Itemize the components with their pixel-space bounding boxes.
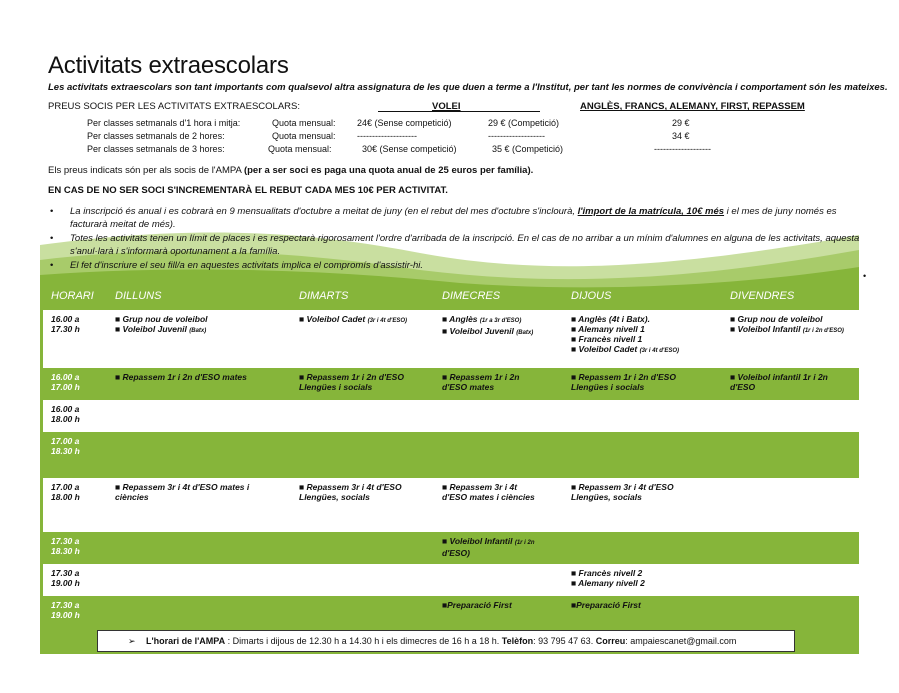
row-left-border — [40, 310, 43, 368]
price-languages: 34 € — [672, 131, 690, 141]
ampa-hours-label: L'horari de l'AMPA — [146, 636, 226, 646]
price-row-label: Per classes setmanals de 2 hores: — [87, 131, 225, 141]
activity-cell-dimecres — [442, 482, 535, 502]
activity-line: ■ Voleibol Infantil (1r i 2n — [442, 536, 535, 546]
time-line: 17.30 a — [51, 600, 80, 610]
time-line: 17.00 a — [51, 436, 80, 446]
activity-level-note: (1r i 2n d'ESO) — [802, 328, 844, 334]
ampa-hours-box — [97, 630, 795, 652]
price-volei-no-competition: 24€ (Sense competició) — [357, 118, 452, 128]
schedule-row — [40, 400, 859, 432]
activity-cell-dimecres — [442, 314, 533, 338]
activity-line: ■Preparació First — [571, 600, 641, 610]
activity-cell-dimarts — [299, 314, 407, 326]
activity-line: ■ Grup nou de voleibol — [115, 314, 208, 324]
prices-col-volei: VOLEI — [432, 101, 461, 112]
activity-line: ■ Grup nou de voleibol — [730, 314, 823, 324]
activity-line: ■ Alemany nivell 1 — [571, 324, 645, 334]
activity-line: ■ Anglès (4t i Batx). — [571, 314, 650, 324]
row-left-border — [40, 564, 43, 596]
activity-line: d'ESO) — [442, 548, 470, 558]
ampa-note-text: Els preus indicats són per als socis de l'AMPA — [48, 165, 244, 176]
schedule-table — [40, 288, 859, 655]
activity-line: ■ Voleibol Juvenil (Batx) — [115, 324, 207, 334]
time-slot — [51, 314, 80, 334]
activity-level-note: (1r a 3r d'ESO) — [479, 318, 522, 324]
time-line: 17.30 a — [51, 536, 80, 546]
ampa-hours-text: L'horari de l'AMPA : Dimarts i dijous de 12.30 h a 14.30 h i els dimecres de 16 h a 18 h. Telèfon: 93 795 47 63. Correu: ampaiescanet@gmail.com — [146, 636, 737, 646]
bullet-places: • Totes les activitats tenen un límit de places i es respectarà rigorosament l'ordre d'arribada de la inscripció. En el cas de no arribar a un mínim d'alumnes en alguna de les activitats, aquesta s'anul·larà i s'informarà oportunament a la família. — [48, 232, 863, 258]
time-line: 17.00 a — [51, 482, 80, 492]
activity-cell-dijous — [571, 314, 679, 356]
time-line: 17.30 h — [51, 324, 80, 334]
price-languages: 29 € — [672, 118, 690, 128]
activity-line: ■Preparació First — [442, 600, 512, 610]
activity-line: ■ Voleibol Juvenil (Batx) — [442, 326, 534, 336]
activity-cell-dijous — [571, 600, 641, 610]
time-line: 19.00 h — [51, 610, 80, 620]
price-row-label: Per classes setmanals d'1 hora i mitja: — [87, 118, 241, 128]
schedule-row — [40, 532, 859, 564]
time-line: 17.30 a — [51, 568, 80, 578]
activity-cell-divendres — [730, 314, 844, 336]
activity-cell-dilluns — [115, 482, 249, 502]
time-slot — [51, 568, 80, 588]
row-left-border — [40, 478, 43, 532]
activity-line: ■ Repassem 3r i 4t d'ESO mates i — [115, 482, 250, 492]
activity-line: ■ Repassem 1r i 2n — [442, 372, 520, 382]
activity-line: d'ESO mates i ciències — [442, 492, 535, 502]
day-header: DIMECRES — [442, 290, 501, 302]
time-slot — [51, 600, 80, 620]
price-volei-competition: ------------------- — [488, 131, 545, 141]
activity-level-note: (3r i 4t d'ESO) — [367, 318, 408, 324]
non-member-warning: EN CAS DE NO SER SOCI S'INCREMENTARÀ EL REBUT CADA MES 10€ PER ACTIVITAT. — [48, 185, 448, 196]
activity-cell-dijous — [571, 372, 676, 392]
price-volei-no-competition: -------------------- — [357, 131, 417, 141]
time-line: 16.00 a — [51, 404, 80, 414]
activity-line: Llengües, socials — [299, 492, 370, 502]
bullet-enrolment: • La inscripció és anual i es cobrarà en 9 mensualitats d'octubre a meitat de juny (en el rebut del mes d'octubre s'inclourà, l'import de la matrícula, 10€ més i el mes de juny només es facturarà meitat de més). — [48, 205, 863, 231]
bullet-commitment: • El fet d'inscriure el seu fill/a en aquestes activitats implica el compromís d'assistir-hi. — [48, 259, 863, 272]
enrolment-fee-text: l'import de la matrícula, 10€ més — [577, 206, 725, 217]
activity-line: ■ Alemany nivell 2 — [571, 578, 645, 588]
time-line: 18.30 h — [51, 546, 80, 556]
time-line: 16.00 a — [51, 372, 80, 382]
activity-line: ■ Repassem 3r i 4t d'ESO — [571, 482, 674, 492]
arrow-icon: ➢ — [128, 636, 136, 646]
activity-cell-dimecres — [442, 536, 535, 558]
schedule-row — [40, 478, 859, 532]
activity-line: ciències — [115, 492, 149, 502]
time-slot — [51, 436, 80, 456]
activity-level-note: (1r i 2n — [514, 540, 535, 546]
activity-line: d'ESO — [730, 382, 756, 392]
time-line: 19.00 h — [51, 578, 80, 588]
activity-line: ■ Repassem 1r i 2n d'ESO — [299, 372, 404, 382]
ampa-note-bold: (per a ser soci es paga una quota anual de 25 euros per família). — [243, 165, 534, 176]
prices-heading: PREUS SOCIS PER LES ACTIVITATS EXTRAESCOLARS: — [48, 101, 300, 112]
volei-underline — [378, 111, 540, 112]
activity-line: ■ Voleibol infantil 1r i 2n — [730, 372, 828, 382]
activity-line: ■ Francès nivell 2 — [571, 568, 643, 578]
activity-cell-dijous — [571, 482, 674, 502]
day-header: DILLUNS — [115, 290, 162, 302]
time-line: 16.00 a — [51, 314, 80, 324]
time-line: 18.00 h — [51, 492, 80, 502]
activity-line: Llengües, socials — [571, 492, 642, 502]
price-volei-no-competition: 30€ (Sense competició) — [362, 144, 457, 154]
price-row-quota: Quota mensual: — [272, 131, 336, 141]
info-bullets — [48, 205, 863, 273]
activity-cell-dimecres — [442, 600, 512, 610]
time-slot — [51, 404, 80, 424]
time-line: 18.00 h — [51, 414, 80, 424]
email-label: Correu — [595, 636, 626, 646]
activity-level-note: (3r i 4t d'ESO) — [639, 348, 680, 354]
activity-level-note: (Batx) — [516, 330, 534, 336]
price-row-label: Per classes setmanals de 3 hores: — [87, 144, 225, 154]
activity-line: ■ Voleibol Cadet (3r i 4t d'ESO) — [299, 314, 408, 324]
activity-cell-dilluns — [115, 314, 208, 336]
schedule-row — [40, 564, 859, 596]
schedule-row — [40, 432, 859, 478]
activity-line: d'ESO mates — [442, 382, 495, 392]
phone-number: : 93 795 47 63. — [533, 636, 596, 646]
email-address: : ampaiescanet@gmail.com — [625, 636, 737, 646]
day-header: HORARI — [51, 290, 94, 302]
activity-cell-dimarts — [299, 482, 402, 502]
activity-line: ■ Repassem 3r i 4t — [442, 482, 518, 492]
phone-label: Telèfon — [501, 636, 534, 646]
row-left-border — [40, 400, 43, 432]
activity-line: ■ Francès nivell 1 — [571, 334, 643, 344]
stray-bullet: • — [863, 271, 867, 281]
day-header: DIJOUS — [571, 290, 612, 302]
price-languages: ------------------- — [654, 144, 711, 154]
intro-text: Les activitats extraescolars son tant importants com qualsevol altra assignatura de les que duen a terme a l'Institut, per tant les normes de convivència i comportament són les mateixes. — [48, 82, 888, 93]
activity-cell-dilluns — [115, 372, 247, 382]
price-volei-competition: 29 € (Competició) — [488, 118, 560, 128]
activity-line: ■ Repassem 3r i 4t d'ESO — [299, 482, 402, 492]
activity-line: ■ Voleibol Infantil (1r i 2n d'ESO) — [730, 324, 844, 334]
day-header: DIVENDRES — [730, 290, 795, 302]
activity-line: ■ Voleibol Cadet (3r i 4t d'ESO) — [571, 344, 680, 354]
activity-cell-dimecres — [442, 372, 519, 392]
activity-line: Llengües i socials — [299, 382, 373, 392]
time-line: 18.30 h — [51, 446, 80, 456]
activity-level-note: (Batx) — [189, 328, 207, 334]
prices-col-idiomes: ANGLÈS, FRANCS, ALEMANY, FIRST, REPASSEM — [580, 101, 805, 112]
activity-line: ■ Repassem 1r i 2n d'ESO mates — [115, 372, 247, 382]
ampa-note — [48, 165, 533, 176]
time-slot — [51, 536, 80, 556]
day-header: DIMARTS — [299, 290, 349, 302]
activity-cell-dimarts — [299, 372, 404, 392]
activity-line: Llengües i socials — [571, 382, 645, 392]
price-row-quota: Quota mensual: — [268, 144, 332, 154]
activity-line: ■ Repassem 1r i 2n d'ESO — [571, 372, 676, 382]
activity-cell-divendres — [730, 372, 828, 392]
schedule-header-row — [40, 288, 859, 310]
time-slot — [51, 372, 80, 392]
schedule-row — [40, 368, 859, 400]
activity-line: ■ Anglès (1r a 3r d'ESO) — [442, 314, 522, 324]
price-volei-competition: 35 € (Competició) — [492, 144, 564, 154]
page-title: Activitats extraescolars — [48, 52, 289, 79]
time-slot — [51, 482, 80, 502]
schedule-row — [40, 310, 859, 368]
price-row-quota: Quota mensual: — [272, 118, 336, 128]
activity-cell-dijous — [571, 568, 645, 588]
time-line: 17.00 h — [51, 382, 80, 392]
